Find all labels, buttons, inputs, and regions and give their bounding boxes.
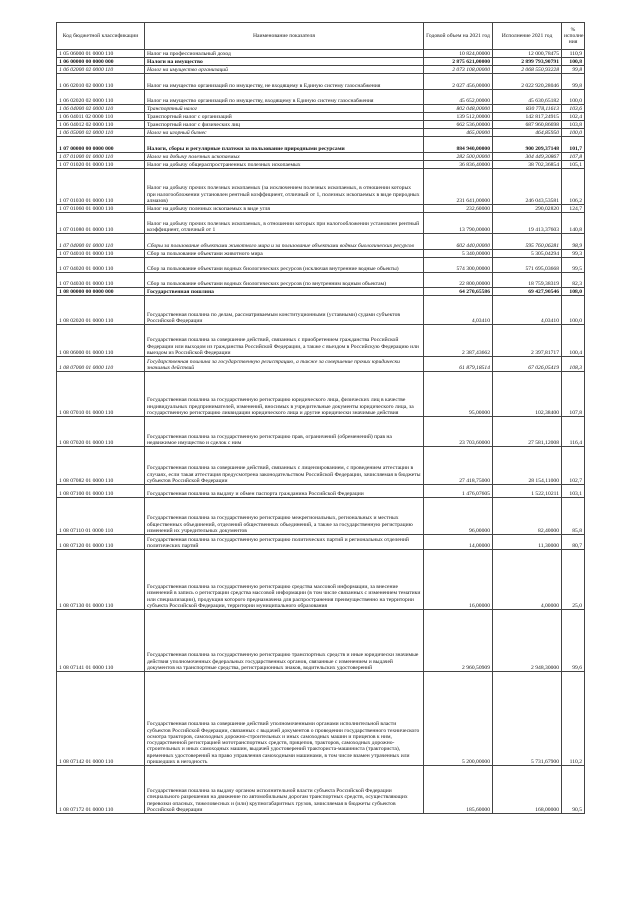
- row-plan: 465,00000: [424, 129, 493, 137]
- table-row: [57, 610, 585, 672]
- row-plan: 2 073 108,00000: [424, 66, 493, 74]
- row-pct: 25,0: [562, 550, 585, 610]
- row-plan: 2 387,43662: [424, 325, 493, 357]
- row-code: 1 08 07141 01 0000 110: [57, 610, 145, 672]
- row-code: 1 07 01020 01 0000 110: [57, 161, 145, 169]
- table-row: [57, 498, 585, 535]
- row-name: Государственная пошлина за совершение действий уполномоченными органами исполнительной власти субъектов Российской Федерации, связанных с выдачей документов о проведении государственного технического осмотра тракторов, самоходных дорожно-строительных и иных самоходных машин и прицепов к ним, государственной регистрацией мототранспортных средств, прицепов, тракторов, самоходных дорожно-строительных и иных самоходных машин, выдачей удостоверений тракториста-машиниста (тракториста), временных удостоверений на право управления самоходными машинами, в том числе взамен утраченных или пришедших в негодность: [145, 672, 424, 766]
- row-pct: 85,8: [562, 498, 585, 535]
- row-pct: 80,7: [562, 535, 585, 550]
- row-name: Государственная пошлина по делам, рассматриваемым конституционными (уставными) судами субъектов Российской Федерации: [145, 296, 424, 325]
- row-exec: 2 899 793,90791: [493, 58, 562, 66]
- row-code: 1 08 07120 01 0000 110: [57, 535, 145, 550]
- row-exec: 2 068 550,93228: [493, 66, 562, 74]
- row-exec: 464,85950: [493, 129, 562, 137]
- row-code: 1 06 02000 02 0000 110: [57, 66, 145, 74]
- row-code: 1 07 01080 01 0000 110: [57, 213, 145, 234]
- row-plan: 2 027 456,00000: [424, 74, 493, 90]
- row-pct: 100,0: [562, 90, 585, 105]
- table-row: [57, 121, 585, 129]
- row-name: Налог на добычу прочих полезных ископаемых, в отношении которых при налогообложении установлен рентный коэффициент, отличный от 1: [145, 213, 424, 234]
- row-exec: 304 449,30867: [493, 153, 562, 161]
- row-name: Налог на добычу общераспространенных полезных ископаемых: [145, 161, 424, 169]
- table-row: [57, 66, 585, 74]
- header-pct: % исполне ния: [562, 23, 585, 50]
- row-exec: 246 043,53581: [493, 169, 562, 205]
- row-plan: 36 836,40000: [424, 161, 493, 169]
- row-pct: 110,9: [562, 50, 585, 58]
- row-plan: 27 418,75000: [424, 447, 493, 485]
- table-row: [57, 535, 585, 550]
- row-pct: 108,0: [562, 288, 585, 296]
- row-code: 1 08 06000 01 0000 110: [57, 325, 145, 357]
- row-plan: 4,03410: [424, 296, 493, 325]
- row-plan: 95,00000: [424, 372, 493, 417]
- table-row: [57, 90, 585, 105]
- row-code: 1 06 04000 02 0000 110: [57, 105, 145, 113]
- row-name: Государственная пошлина за государственную регистрацию политических партий и региональных отделений политических партий: [145, 535, 424, 550]
- row-code: 1 06 02010 02 0000 110: [57, 74, 145, 90]
- table-row: [57, 105, 585, 113]
- row-pct: 103,6: [562, 105, 585, 113]
- row-plan: 185,60000: [424, 766, 493, 814]
- row-name: Государственная пошлина: [145, 288, 424, 296]
- row-code: 1 07 00000 00 0000 000: [57, 137, 145, 153]
- row-code: 1 08 07110 01 0000 110: [57, 498, 145, 535]
- row-pct: 102,7: [562, 447, 585, 485]
- row-exec: 38 702,36854: [493, 161, 562, 169]
- row-exec: 4,00000: [493, 550, 562, 610]
- row-exec: 11,30000: [493, 535, 562, 550]
- row-code: 1 07 04020 01 0000 110: [57, 258, 145, 273]
- table-row: [57, 50, 585, 58]
- row-plan: 232,60000: [424, 205, 493, 213]
- row-pct: 100,0: [562, 129, 585, 137]
- row-pct: 99,8: [562, 66, 585, 74]
- row-pct: 116,4: [562, 417, 585, 447]
- table-row: [57, 213, 585, 234]
- table-row: [57, 296, 585, 325]
- table-row: [57, 550, 585, 610]
- row-name: Государственная пошлина за государственную регистрацию прав, ограничений (обременений) прав на недвижимое имущество и сделок с ним: [145, 417, 424, 447]
- row-exec: 19 413,37603: [493, 213, 562, 234]
- row-name: Государственная пошлина за государственную регистрацию, а также за совершение прочих юридически значимых действий: [145, 357, 424, 372]
- row-plan: 5 340,00000: [424, 250, 493, 258]
- row-pct: 108,3: [562, 357, 585, 372]
- row-pct: 105,1: [562, 161, 585, 169]
- table-row: [57, 288, 585, 296]
- table-row: [57, 205, 585, 213]
- row-plan: 16,00000: [424, 550, 493, 610]
- row-name: Транспортный налог: [145, 105, 424, 113]
- row-pct: 90,5: [562, 766, 585, 814]
- row-pct: 98,9: [562, 234, 585, 250]
- row-code: 1 06 00000 00 0000 000: [57, 58, 145, 66]
- row-code: 1 08 07082 01 0000 110: [57, 447, 145, 485]
- row-pct: 107,8: [562, 372, 585, 417]
- row-plan: 802 048,00000: [424, 105, 493, 113]
- row-code: 1 08 07020 01 0000 110: [57, 417, 145, 447]
- row-pct: 103,8: [562, 121, 585, 129]
- row-name: Сбор за пользование объектами животного мира: [145, 250, 424, 258]
- row-code: 1 08 07000 01 0000 110: [57, 357, 145, 372]
- row-plan: 45 652,00000: [424, 90, 493, 105]
- row-pct: 99,3: [562, 250, 585, 258]
- row-name: Налог на имущество организаций: [145, 66, 424, 74]
- row-pct: 101,7: [562, 137, 585, 153]
- row-exec: 2 948,30000: [493, 610, 562, 672]
- row-plan: 64 270,65586: [424, 288, 493, 296]
- table-row: [57, 258, 585, 273]
- header-code: Код бюджетной классификации: [57, 23, 145, 50]
- row-exec: 69 427,90546: [493, 288, 562, 296]
- row-exec: 290,02820: [493, 205, 562, 213]
- row-code: 1 08 07130 01 0000 110: [57, 550, 145, 610]
- row-exec: 900 209,37148: [493, 137, 562, 153]
- row-name: Налоги на имущество: [145, 58, 424, 66]
- row-name: Налог на игорный бизнес: [145, 129, 424, 137]
- row-plan: 10 824,00000: [424, 50, 493, 58]
- row-pct: 110,2: [562, 672, 585, 766]
- row-exec: 168,00000: [493, 766, 562, 814]
- row-exec: 4,03410: [493, 296, 562, 325]
- row-exec: 27 581,12008: [493, 417, 562, 447]
- table-row: [57, 74, 585, 90]
- table-row: [57, 234, 585, 250]
- row-code: 1 06 04011 02 0000 110: [57, 113, 145, 121]
- row-plan: 23 703,60000: [424, 417, 493, 447]
- row-name: Налог на профессиональный доход: [145, 50, 424, 58]
- row-name: Налог на имущество организаций по имуществу, входящему в Единую систему газоснабжения: [145, 90, 424, 105]
- table-row: [57, 766, 585, 814]
- row-code: 1 08 00000 00 0000 000: [57, 288, 145, 296]
- row-code: 1 06 05000 02 0000 110: [57, 129, 145, 137]
- row-plan: 2 960,50909: [424, 610, 493, 672]
- table-row: [57, 153, 585, 161]
- row-pct: 99,5: [562, 258, 585, 273]
- row-exec: 67 026,05419: [493, 357, 562, 372]
- row-name: Государственная пошлина за выдачу органом исполнительной власти субъекта Российской Федерации специального разрешения на движение по автомобильным дорогам транспортных средств, осуществляющих перевозки опасных, тяжеловесных и (или) крупногабаритных грузов, зачисляемая в бюджеты субъектов Российской Федерации: [145, 766, 424, 814]
- row-code: 1 07 04010 01 0000 110: [57, 250, 145, 258]
- row-plan: 96,00000: [424, 498, 493, 535]
- row-plan: 282 500,00000: [424, 153, 493, 161]
- table-row: [57, 485, 585, 498]
- row-plan: 602 440,00000: [424, 234, 493, 250]
- row-name: Государственная пошлина за совершение действий, связанных с лицензированием, с проведением аттестации в случаях, если такая аттестация предусмотрена законодательством Российской Федерации, зачисляемая в бюджеты субъектов Российской Федерации: [145, 447, 424, 485]
- table-row: [57, 372, 585, 417]
- row-code: 1 08 02020 01 0000 110: [57, 296, 145, 325]
- row-name: Государственная пошлина за государственную регистрацию межрегиональных, региональных и местных общественных объединений, отделений общественных объединений, а также за государственную регистрацию изменений их учредительных документов: [145, 498, 424, 535]
- table-row: [57, 250, 585, 258]
- row-pct: 124,7: [562, 205, 585, 213]
- table-row: [57, 58, 585, 66]
- row-code: 1 06 04012 02 0000 110: [57, 121, 145, 129]
- table-row: [57, 417, 585, 447]
- row-pct: 106,2: [562, 169, 585, 205]
- row-exec: 28 154,11000: [493, 447, 562, 485]
- row-plan: 1 476,07605: [424, 485, 493, 498]
- table-row: [57, 129, 585, 137]
- row-exec: 45 630,65182: [493, 90, 562, 105]
- table-row: [57, 161, 585, 169]
- row-code: 1 08 07100 01 0000 110: [57, 485, 145, 498]
- row-plan: 2 875 621,00000: [424, 58, 493, 66]
- row-plan: 22 800,00000: [424, 273, 493, 288]
- row-plan: 231 641,00000: [424, 169, 493, 205]
- row-exec: 102,38400: [493, 372, 562, 417]
- row-name: Налог на имущество организаций по имуществу, не входящему в Единую систему газоснабжения: [145, 74, 424, 90]
- row-pct: 102,4: [562, 113, 585, 121]
- row-name: Сборы за пользование объектами животного мира и за пользование объектами водных биологических ресурсов: [145, 234, 424, 250]
- row-plan: 14,00000: [424, 535, 493, 550]
- row-code: 1 08 07142 01 0000 110: [57, 672, 145, 766]
- row-pct: 107,8: [562, 153, 585, 161]
- row-pct: 100,0: [562, 296, 585, 325]
- row-exec: 595 760,06281: [493, 234, 562, 250]
- row-name: Государственная пошлина за совершение действий, связанных с приобретением гражданства Российской Федерации или выходом из гражданства Российской Федерации, а также с въездом в Российскую Федерацию или выездом из Российской Федерации: [145, 325, 424, 357]
- header-exec: Исполнение 2021 год: [493, 23, 562, 50]
- row-exec: 5 305,04294: [493, 250, 562, 258]
- row-name: Транспортный налог с физических лиц: [145, 121, 424, 129]
- row-exec: 142 817,24915: [493, 113, 562, 121]
- table-row: [57, 447, 585, 485]
- table-header-row: [57, 23, 585, 50]
- row-plan: 139 512,00000: [424, 113, 493, 121]
- row-code: 1 07 04030 01 0000 110: [57, 273, 145, 288]
- row-name: Государственная пошлина за государственную регистрацию юридического лица, физических лиц в качестве индивидуальных предпринимателей, изменений, вносимых в учредительные документы юридического лица, за государственную регистрацию ликвидации юридического лица и другие юридически значимые действия: [145, 372, 424, 417]
- row-code: 1 08 07010 01 0000 110: [57, 372, 145, 417]
- row-code: 1 07 01060 01 0000 110: [57, 205, 145, 213]
- budget-table: [56, 22, 585, 814]
- row-plan: 662 536,00000: [424, 121, 493, 129]
- row-exec: 5 731,67900: [493, 672, 562, 766]
- row-plan: 574 300,00000: [424, 258, 493, 273]
- row-exec: 571 695,03668: [493, 258, 562, 273]
- row-pct: 99,6: [562, 610, 585, 672]
- row-pct: 100,8: [562, 58, 585, 66]
- table-row: [57, 169, 585, 205]
- row-code: 1 07 01000 01 0000 110: [57, 153, 145, 161]
- row-pct: 140,8: [562, 213, 585, 234]
- row-code: 1 07 04000 01 0000 110: [57, 234, 145, 250]
- table-row: [57, 273, 585, 288]
- table-row: [57, 137, 585, 153]
- row-exec: 1 522,10211: [493, 485, 562, 498]
- row-exec: 2 397,81717: [493, 325, 562, 357]
- row-exec: 18 759,38319: [493, 273, 562, 288]
- table-row: [57, 325, 585, 357]
- budget-report-page: [56, 22, 584, 814]
- row-exec: 82,40000: [493, 498, 562, 535]
- row-name: Налоги, сборы и регулярные платежи за пользование природными ресурсами: [145, 137, 424, 153]
- row-name: Сбор за пользование объектами водных биологических ресурсов (по внутренним водным объектам): [145, 273, 424, 288]
- row-exec: 687 960,86698: [493, 121, 562, 129]
- table-body: [57, 50, 585, 814]
- header-plan: Годовой объем на 2021 год: [424, 23, 493, 50]
- row-plan: 61 879,18514: [424, 357, 493, 372]
- row-exec: 2 022 920,28046: [493, 74, 562, 90]
- row-code: 1 05 06000 01 0000 110: [57, 50, 145, 58]
- header-name: Наименование показателя: [145, 23, 424, 50]
- row-name: Транспортный налог с организаций: [145, 113, 424, 121]
- row-name: Государственная пошлина за государственную регистрацию транспортных средств и иные юридически значимые действия уполномоченных федеральных государственных органов, связанные с изменением и выдачей документов на транспортные средства, регистрационных знаков, водительских удостоверений: [145, 610, 424, 672]
- row-pct: 82,3: [562, 273, 585, 288]
- row-name: Сбор за пользование объектами водных биологических ресурсов (исключая внутренние водные объекты): [145, 258, 424, 273]
- row-name: Налог на добычу полезных ископаемых в виде угля: [145, 205, 424, 213]
- table-row: [57, 113, 585, 121]
- row-plan: 884 940,00000: [424, 137, 493, 153]
- row-plan: 5 200,00000: [424, 672, 493, 766]
- row-exec: 830 778,11613: [493, 105, 562, 113]
- table-row: [57, 672, 585, 766]
- row-exec: 12 000,78475: [493, 50, 562, 58]
- row-pct: 103,1: [562, 485, 585, 498]
- row-name: Государственная пошлина за государственную регистрацию средства массовой информации, за внесение изменений в запись о регистрации средства массовой информации (в том числе связанных с изменением тематики или специализации), продукция которого предназначена для распространения преимущественно на территории субъекта Российской Федерации, территории муниципального образования: [145, 550, 424, 610]
- row-name: Налог на добычу полезных ископаемых: [145, 153, 424, 161]
- row-name: Налог на добычу прочих полезных ископаемых (за исключением полезных ископаемых, в отношении которых при налогообложении установлен рентный коэффициент, отличный от 1, полезных ископаемых в виде природных алмазов): [145, 169, 424, 205]
- row-code: 1 08 07172 01 0000 110: [57, 766, 145, 814]
- row-pct: 99,8: [562, 74, 585, 90]
- row-plan: 13 790,00000: [424, 213, 493, 234]
- table-row: [57, 357, 585, 372]
- row-code: 1 07 01030 01 0000 110: [57, 169, 145, 205]
- row-code: 1 06 02020 02 0000 110: [57, 90, 145, 105]
- row-name: Государственная пошлина за выдачу и обмен паспорта гражданина Российской Федерации: [145, 485, 424, 498]
- row-pct: 100,4: [562, 325, 585, 357]
